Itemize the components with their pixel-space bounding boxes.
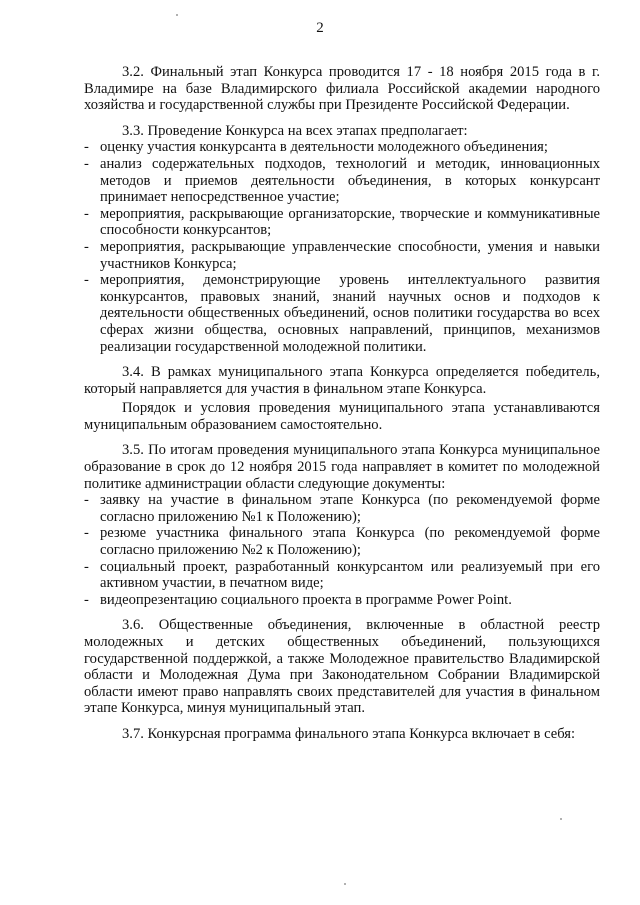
list-item: - заявку на участие в финальном этапе Конкурса (по рекомендуемой форме согласно приложению №1 к Положению); <box>84 492 600 525</box>
list-item: - мероприятия, раскрывающие управленческие способности, умения и навыки участников Конкурса; <box>84 238 600 272</box>
list-item: - видеопрезентацию социального проекта в программе Power Point. <box>84 591 512 608</box>
list-item: - оценку участия конкурсанта в деятельности молодежного объединения; <box>84 139 548 156</box>
list-item: - мероприятия, демонстрирующие уровень интеллектуального развития конкурсантов, правовых знаний, знаний научных основ и подходов к деятельности общественных объединений, основ политики государства во всех сферах жизни общества, основных направлений, принципов, механизмов реализации государственной молодежной политики. <box>84 272 600 355</box>
paragraph-3-4: 3.4. В рамках муниципального этапа Конкурса определяется победитель, который направляется для участия в финальном этапе Конкурса. <box>84 364 600 397</box>
page-number: 2 <box>316 20 324 36</box>
list-3-5 <box>84 492 600 608</box>
paragraph-3-6: 3.6. Общественные объединения, включенные в областной реестр молодежных и детских общественных объединений, пользующихся государственной поддержкой, а также Молодежное правительство Владимирской области и Молодежная Дума при Законодательном Собрании Владимирской области имеют право направлять своих представителей для участия в финальном этапе Конкурса, минуя муниципальный этап. <box>84 617 600 717</box>
paragraph-3-5: 3.5. По итогам проведения муниципального этапа Конкурса муниципальное образование в срок до 12 ноября 2015 года направляет в комитет по молодежной политике администрации области следующие документы: <box>84 442 600 492</box>
document-body <box>84 64 600 743</box>
paragraph-3-3: 3.3. Проведение Конкурса на всех этапах предполагает: <box>122 122 468 139</box>
paragraph-3-7: 3.7. Конкурсная программа финального этапа Конкурса включает в себя: <box>122 725 576 742</box>
list-item: - социальный проект, разработанный конкурсантом или реализуемый при его активном участии, в печатном виде; <box>84 558 600 592</box>
scan-speck <box>176 14 178 16</box>
list-3-3 <box>84 139 600 355</box>
paragraph-3-2: 3.2. Финальный этап Конкурса проводится 17 - 18 ноября 2015 года в г. Владимире на базе Владимирского филиала Российской академии народного хозяйства и государственной службы при Президенте Российской Федерации. <box>84 64 600 114</box>
list-item: - анализ содержательных подходов, технологий и методик, инновационных методов и приемов деятельности объединения, в которых конкурсант принимает непосредственное участие; <box>84 155 600 206</box>
list-item: - резюме участника финального этапа Конкурса (по рекомендуемой форме согласно приложению №2 к Положению); <box>84 525 600 559</box>
scan-speck <box>560 818 562 820</box>
list-item: - мероприятия, раскрывающие организаторские, творческие и коммуникативные способности конкурсантов; <box>84 205 600 239</box>
paragraph-3-4-order: Порядок и условия проведения муниципального этапа устанавливаются муниципальным образованием самостоятельно. <box>84 400 600 433</box>
scan-speck <box>344 883 346 885</box>
